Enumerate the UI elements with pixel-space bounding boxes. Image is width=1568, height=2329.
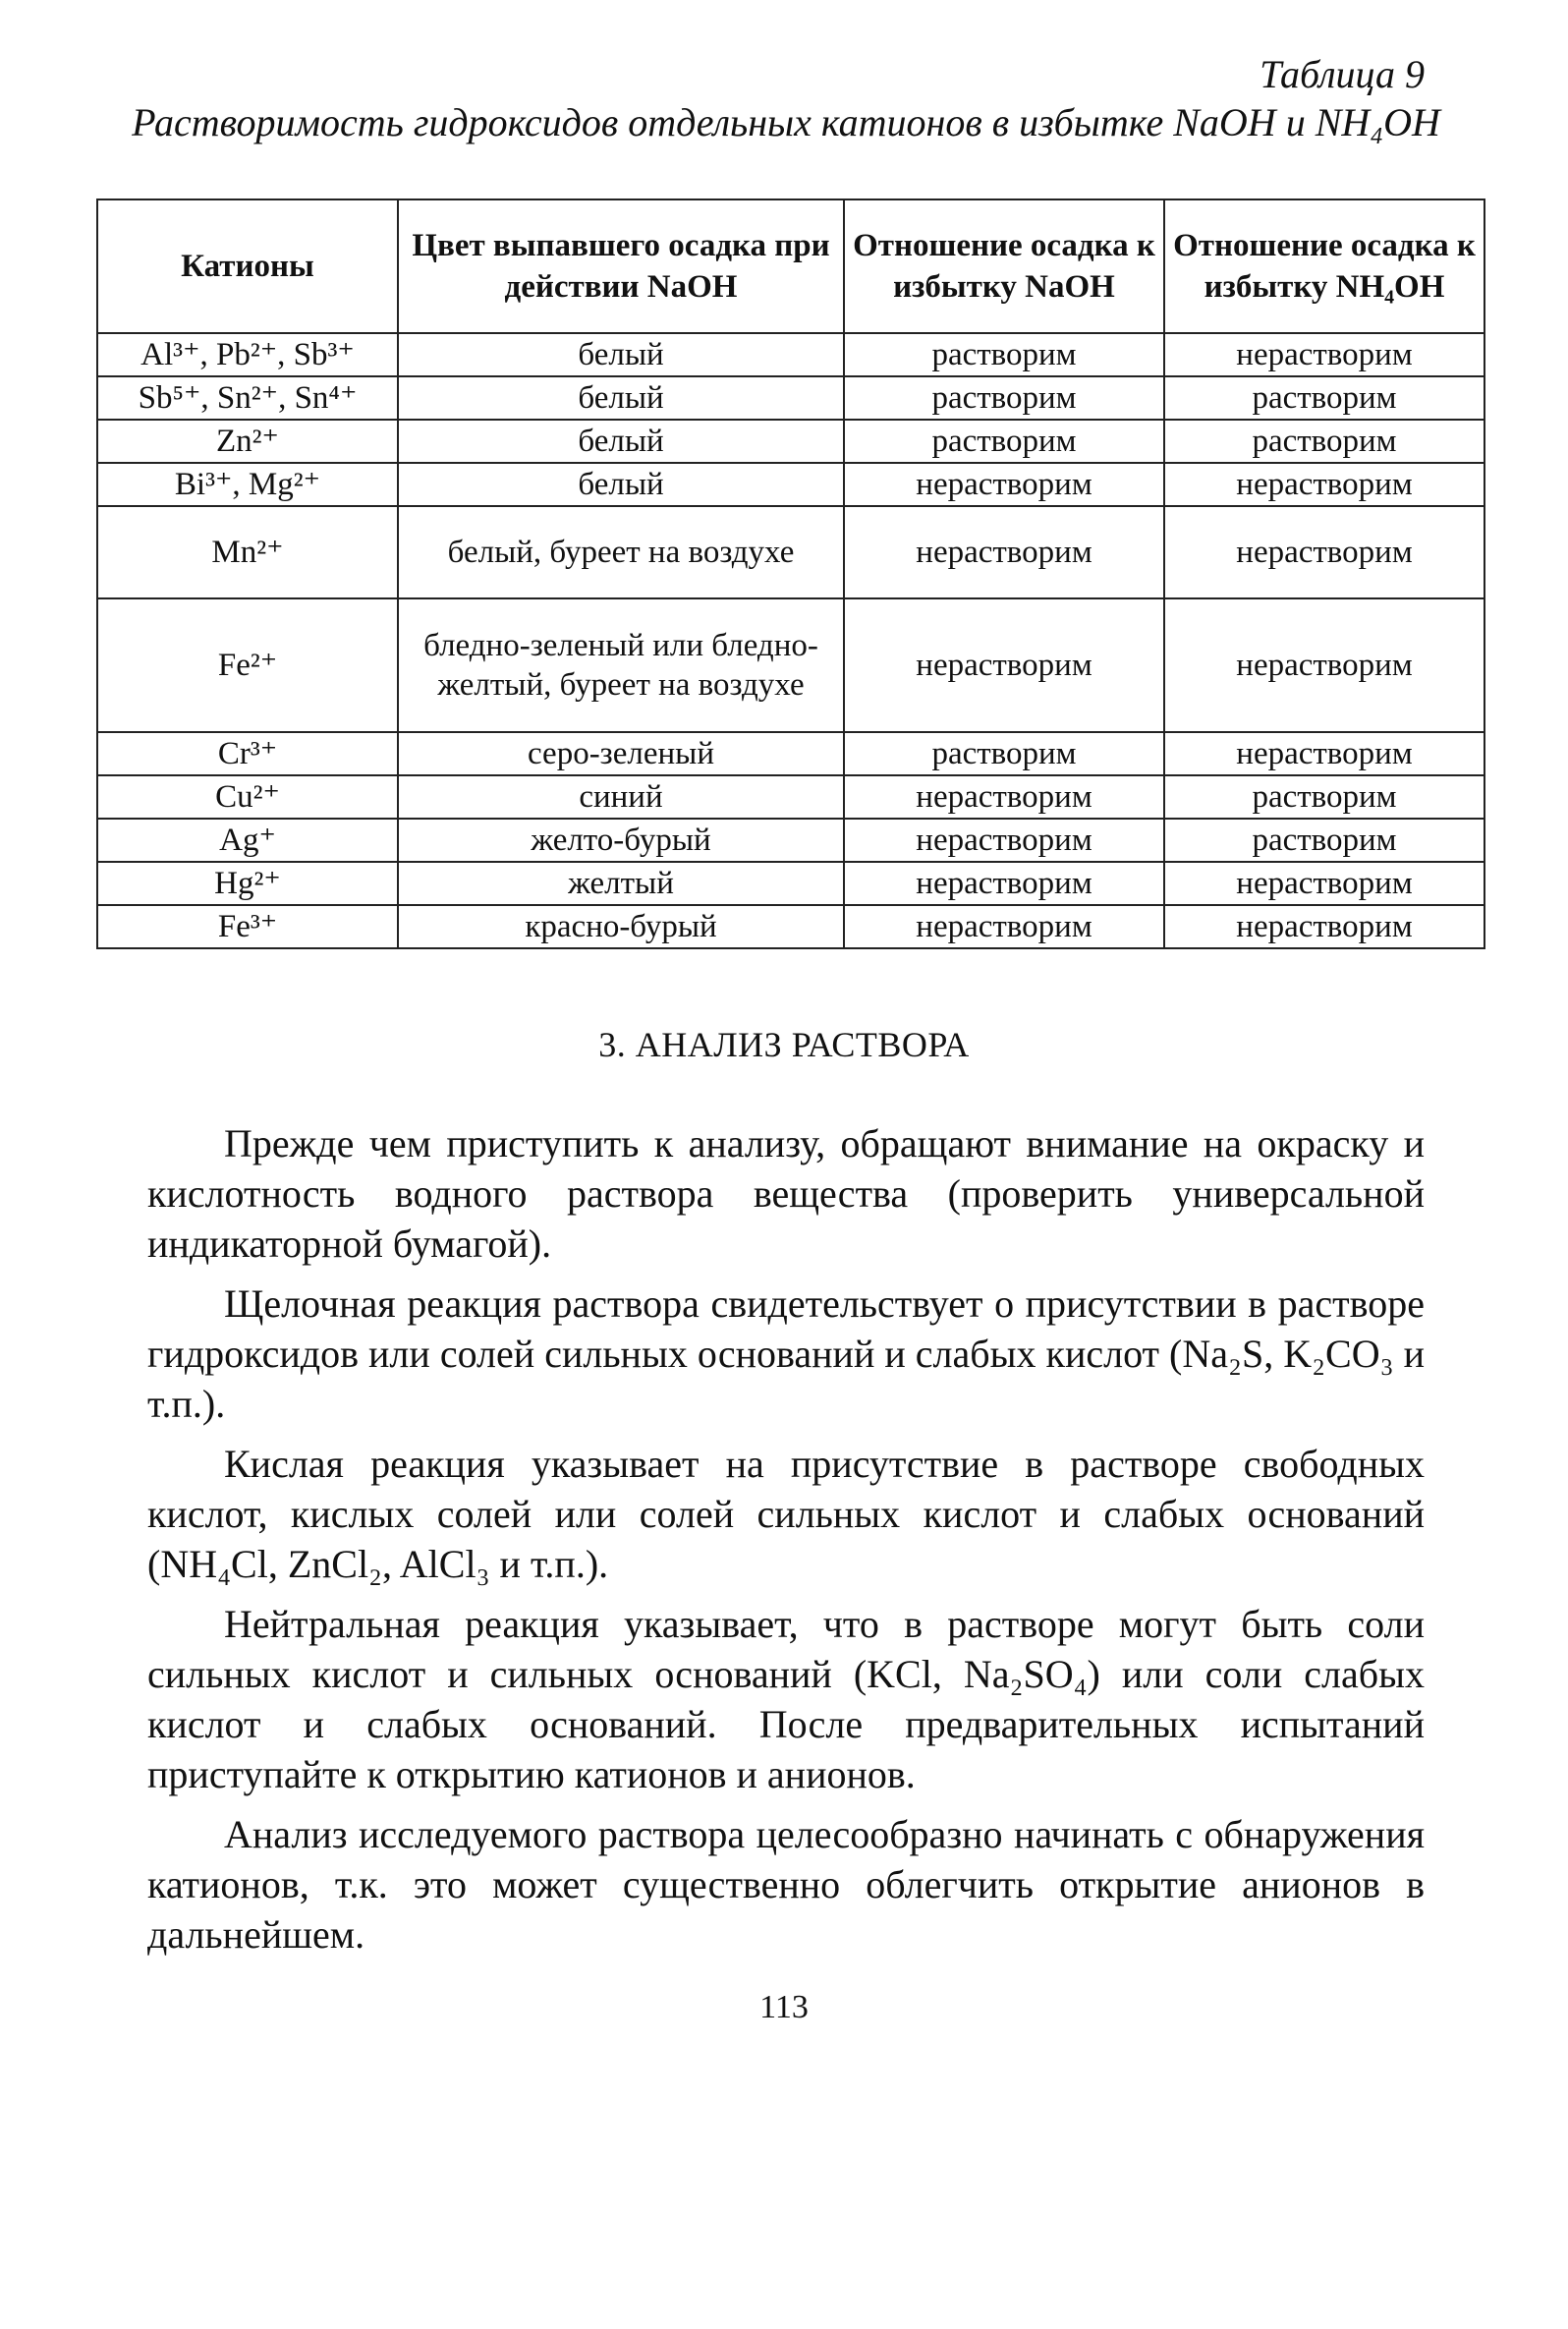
table-row xyxy=(97,732,1484,775)
table-row xyxy=(97,506,1484,598)
color-cell: белый xyxy=(398,463,844,506)
naoh-cell: нерастворим xyxy=(844,905,1164,948)
nh4oh-cell: растворим xyxy=(1164,376,1484,420)
table-row xyxy=(97,775,1484,819)
header-cations: Катионы xyxy=(97,199,398,333)
table-row xyxy=(97,905,1484,948)
header-naoh-excess: Отношение осадка к избытку NaOH xyxy=(844,199,1164,333)
naoh-cell: растворим xyxy=(844,732,1164,775)
naoh-cell: нерастворим xyxy=(844,463,1164,506)
naoh-cell: нерастворим xyxy=(844,598,1164,732)
cation-cell: Mn²⁺ xyxy=(97,506,398,598)
color-cell: бледно-зеленый или бледно-желтый, буреет на воздухе xyxy=(398,598,844,732)
table-row xyxy=(97,376,1484,420)
color-cell: белый, буреет на воздухе xyxy=(398,506,844,598)
nh4oh-cell: нерастворим xyxy=(1164,598,1484,732)
table-header-row xyxy=(97,199,1484,333)
nh4oh-cell: нерастворим xyxy=(1164,463,1484,506)
table-row xyxy=(97,420,1484,463)
naoh-cell: растворим xyxy=(844,376,1164,420)
table-row xyxy=(97,819,1484,862)
table-number: Таблица 9 xyxy=(1260,52,1425,96)
color-cell: белый xyxy=(398,333,844,376)
naoh-cell: нерастворим xyxy=(844,819,1164,862)
cation-cell: Cu²⁺ xyxy=(97,775,398,819)
solubility-table xyxy=(96,199,1485,949)
nh4oh-cell: нерастворим xyxy=(1164,862,1484,905)
paragraph: Щелочная реакция раствора свидетельствует о присутствии в растворе гидроксидов или солей сильных оснований и слабых кислот (Na₂S, K₂CO₃ и т.п.). xyxy=(147,1281,1425,1426)
color-cell: белый xyxy=(398,376,844,420)
cation-cell: Bi³⁺, Mg²⁺ xyxy=(97,463,398,506)
paragraph: Анализ исследуемого раствора целесообразно начинать с обнаружения катионов, т.к. это может существенно облегчить открытие анионов в дальнейшем. xyxy=(147,1812,1425,1957)
cation-cell: Ag⁺ xyxy=(97,819,398,862)
table-row xyxy=(97,598,1484,732)
table-row xyxy=(97,333,1484,376)
cation-cell: Zn²⁺ xyxy=(97,420,398,463)
color-cell: синий xyxy=(398,775,844,819)
naoh-cell: нерастворим xyxy=(844,862,1164,905)
naoh-cell: нерастворим xyxy=(844,775,1164,819)
color-cell: белый xyxy=(398,420,844,463)
naoh-cell: растворим xyxy=(844,333,1164,376)
paragraph: Кислая реакция указывает на присутствие в растворе свободных кислот, кислых солей или солей сильных кислот и слабых оснований (NH₄Cl, ZnCl₂, AlCl₃ и т.п.). xyxy=(147,1442,1425,1586)
body-text xyxy=(147,1118,1425,1969)
cation-cell: Hg²⁺ xyxy=(97,862,398,905)
nh4oh-cell: растворим xyxy=(1164,775,1484,819)
cation-cell: Fe²⁺ xyxy=(97,598,398,732)
cation-cell: Cr³⁺ xyxy=(97,732,398,775)
section-heading: 3. АНАЛИЗ РАСТВОРА xyxy=(598,1025,970,1064)
nh4oh-cell: нерастворим xyxy=(1164,905,1484,948)
header-precipitate-color: Цвет выпавшего осадка при действии NaOH xyxy=(398,199,844,333)
color-cell: желтый xyxy=(398,862,844,905)
table-title: Растворимость гидроксидов отдельных катионов в избытке NaOH и NH₄OH xyxy=(132,100,1440,144)
nh4oh-cell: растворим xyxy=(1164,819,1484,862)
nh4oh-cell: растворим xyxy=(1164,420,1484,463)
paragraph: Прежде чем приступить к анализу, обращают внимание на окраску и кислотность водного раствора вещества (проверить универсальной индикаторной бумагой). xyxy=(147,1121,1425,1266)
page-number: 113 xyxy=(759,1989,809,2025)
naoh-cell: растворим xyxy=(844,420,1164,463)
color-cell: желто-бурый xyxy=(398,819,844,862)
table-row xyxy=(97,862,1484,905)
cation-cell: Fe³⁺ xyxy=(97,905,398,948)
cation-cell: Sb⁵⁺, Sn²⁺, Sn⁴⁺ xyxy=(97,376,398,420)
color-cell: красно-бурый xyxy=(398,905,844,948)
color-cell: серо-зеленый xyxy=(398,732,844,775)
cation-cell: Al³⁺, Pb²⁺, Sb³⁺ xyxy=(97,333,398,376)
table-row xyxy=(97,463,1484,506)
header-nh4oh-excess: Отношение осадка к избытку NH₄OH xyxy=(1164,199,1484,333)
nh4oh-cell: нерастворим xyxy=(1164,333,1484,376)
nh4oh-cell: нерастворим xyxy=(1164,506,1484,598)
paragraph: Нейтральная реакция указывает, что в растворе могут быть соли сильных кислот и сильных оснований (KCl, Na₂SO₄) или соли слабых кислот и слабых оснований. После предварительных испытаний приступайте к открытию катионов и анионов. xyxy=(147,1602,1425,1796)
naoh-cell: нерастворим xyxy=(844,506,1164,598)
nh4oh-cell: нерастворим xyxy=(1164,732,1484,775)
